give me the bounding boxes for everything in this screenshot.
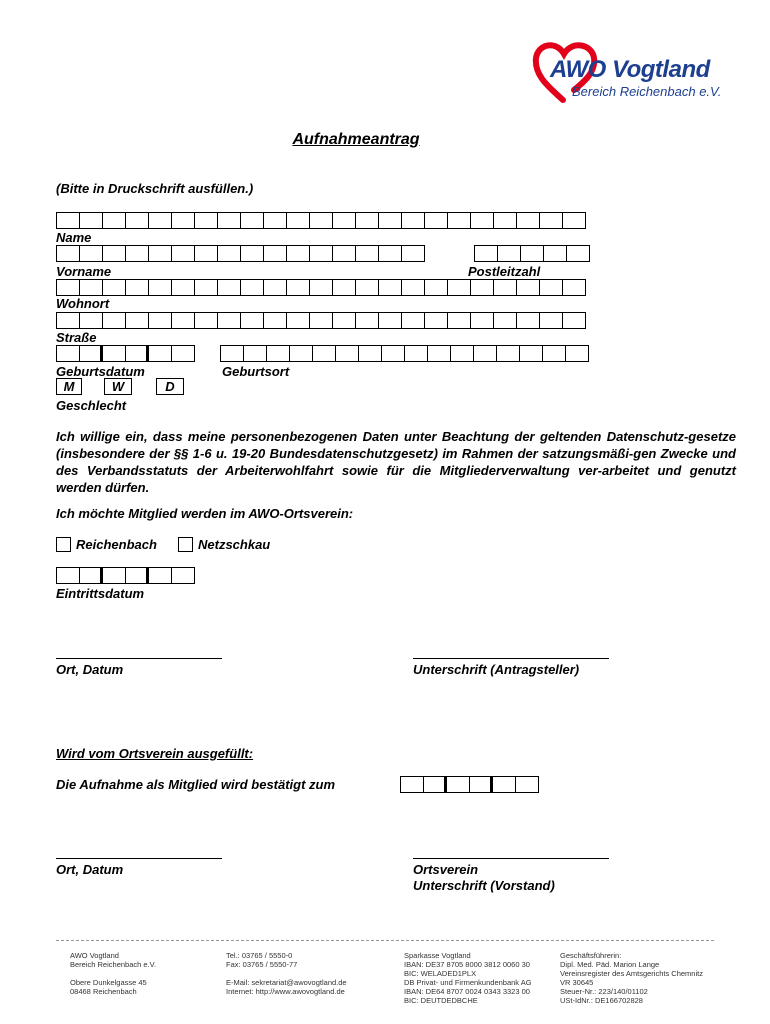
char-box[interactable] xyxy=(287,212,310,229)
footer-line xyxy=(226,969,347,978)
char-box[interactable] xyxy=(221,345,244,362)
char-box[interactable] xyxy=(451,345,474,362)
footer-management xyxy=(560,951,703,1005)
char-box[interactable] xyxy=(80,312,103,329)
char-box[interactable] xyxy=(172,279,195,296)
reichenbach-checkbox[interactable] xyxy=(56,537,71,552)
char-box[interactable] xyxy=(103,345,126,362)
signature-applicant-label: Unterschrift (Antragsteller) xyxy=(413,662,580,677)
footer-bank xyxy=(404,951,532,1005)
char-box[interactable] xyxy=(264,279,287,296)
char-box[interactable] xyxy=(57,279,80,296)
logo-subtitle: Bereich Reichenbach e.V. xyxy=(572,84,722,99)
char-box[interactable] xyxy=(241,279,264,296)
footer-line: Fax: 03765 / 5550-77 xyxy=(226,960,298,969)
char-box[interactable] xyxy=(103,312,126,329)
char-box[interactable] xyxy=(521,245,544,262)
char-box[interactable] xyxy=(126,279,149,296)
char-box[interactable] xyxy=(264,212,287,229)
char-box[interactable] xyxy=(428,345,451,362)
char-box[interactable] xyxy=(448,312,471,329)
footer-line: Vereinsregister des Amtsgerichts Chemnitz xyxy=(560,969,703,978)
consent-text: Ich willige ein, dass meine personenbezogenen Daten unter Beachtung der geltenden Datenschutz-gesetze (insbesondere der §§ 1-6 u. 19-20 Bundesdatenschutzgesetz) im Rahmen der satzungsmäßi-gen Zwecke und des Verbandsstatuts der Arbeiterwohlfahrt sowie für die Mitgliederverwaltung ver-arbeitet und genutzt werden dürfen. xyxy=(56,429,736,495)
char-box[interactable] xyxy=(425,279,448,296)
char-box[interactable] xyxy=(287,312,310,329)
char-box[interactable] xyxy=(333,279,356,296)
char-box[interactable] xyxy=(356,212,379,229)
footer-line: IBAN: DE64 8707 0024 0343 3323 00 xyxy=(404,987,530,996)
char-box[interactable] xyxy=(540,212,563,229)
char-box[interactable] xyxy=(567,245,590,262)
footer-line: Steuer-Nr.: 223/140/01102 xyxy=(560,987,648,996)
char-box[interactable] xyxy=(290,345,313,362)
postleitzahl-boxes[interactable] xyxy=(474,245,590,262)
char-box[interactable] xyxy=(172,212,195,229)
ort-datum-line-2[interactable] xyxy=(56,858,222,859)
name-label: Name xyxy=(56,230,92,245)
char-box[interactable] xyxy=(126,345,149,362)
char-box[interactable] xyxy=(103,279,126,296)
footer-line: Bereich Reichenbach e.V. xyxy=(70,960,157,969)
char-box[interactable] xyxy=(563,212,586,229)
char-box[interactable] xyxy=(517,212,540,229)
footer-line: DB Privat- und Firmenkundenbank AG xyxy=(404,978,532,987)
char-box[interactable] xyxy=(195,279,218,296)
char-box[interactable] xyxy=(218,279,241,296)
footer-line: Obere Dunkelgasse 45 xyxy=(70,978,147,987)
char-box[interactable] xyxy=(149,245,172,262)
gender-m-box[interactable]: M xyxy=(56,378,82,395)
footer-contact xyxy=(226,951,347,996)
footer-line xyxy=(70,969,156,978)
reichenbach-label: Reichenbach xyxy=(76,537,157,552)
name-boxes[interactable] xyxy=(56,212,586,229)
eintrittsdatum-label: Eintrittsdatum xyxy=(56,586,145,601)
char-box[interactable] xyxy=(425,212,448,229)
footer-divider xyxy=(56,940,714,941)
char-box[interactable] xyxy=(126,245,149,262)
char-box[interactable] xyxy=(149,279,172,296)
char-box[interactable] xyxy=(356,245,379,262)
char-box[interactable] xyxy=(402,312,425,329)
signature-applicant-line[interactable] xyxy=(413,658,609,659)
char-box[interactable] xyxy=(540,279,563,296)
char-box[interactable] xyxy=(517,279,540,296)
char-box[interactable] xyxy=(103,567,126,584)
char-box[interactable] xyxy=(310,245,333,262)
char-box[interactable] xyxy=(57,312,80,329)
ortsverein-label: Ortsverein xyxy=(413,862,479,877)
char-box[interactable] xyxy=(447,776,470,793)
char-box[interactable] xyxy=(126,567,149,584)
confirmation-date-boxes[interactable] xyxy=(400,776,539,793)
char-box[interactable] xyxy=(471,212,494,229)
char-box[interactable] xyxy=(172,312,195,329)
char-box[interactable] xyxy=(448,212,471,229)
logo-name: AWO Vogtland xyxy=(550,56,710,83)
char-box[interactable] xyxy=(172,567,195,584)
char-box[interactable] xyxy=(540,312,563,329)
instruction-text: (Bitte in Druckschrift ausfüllen.) xyxy=(56,181,254,196)
strasse-label: Straße xyxy=(56,330,97,345)
wohnort-label: Wohnort xyxy=(56,296,110,311)
char-box[interactable] xyxy=(401,776,424,793)
char-box[interactable] xyxy=(313,345,336,362)
ort-datum-label-2: Ort, Datum xyxy=(56,862,124,877)
char-box[interactable] xyxy=(494,312,517,329)
char-box[interactable] xyxy=(471,279,494,296)
footer-line: Geschäftsführerin: xyxy=(560,951,622,960)
char-box[interactable] xyxy=(267,345,290,362)
footer-line: USt-IdNr.: DE166702828 xyxy=(560,996,643,1005)
char-box[interactable] xyxy=(241,312,264,329)
geburtsdatum-boxes[interactable] xyxy=(56,345,195,362)
footer-line: IBAN: DE37 8705 8000 3812 0060 30 xyxy=(404,960,530,969)
footer-line: BIC: WELADED1PLX xyxy=(404,969,477,978)
char-box[interactable] xyxy=(264,245,287,262)
char-box[interactable] xyxy=(172,345,195,362)
char-box[interactable] xyxy=(218,212,241,229)
awo-logo xyxy=(530,38,730,104)
ort-datum-label: Ort, Datum xyxy=(56,662,124,677)
char-box[interactable] xyxy=(310,212,333,229)
confirmation-text: Die Aufnahme als Mitglied wird bestätigt zum xyxy=(56,777,336,792)
char-box[interactable] xyxy=(241,245,264,262)
char-box[interactable] xyxy=(448,279,471,296)
geburtsort-label: Geburtsort xyxy=(222,364,290,379)
char-box[interactable] xyxy=(149,345,172,362)
char-box[interactable] xyxy=(494,279,517,296)
char-box[interactable] xyxy=(566,345,589,362)
netzschkau-label: Netzschkau xyxy=(198,537,271,552)
signature-board-line[interactable] xyxy=(413,858,609,859)
footer-line: BIC: DEUTDEDBCHE xyxy=(404,996,478,1005)
char-box[interactable] xyxy=(402,212,425,229)
eintrittsdatum-boxes[interactable] xyxy=(56,567,195,584)
char-box[interactable] xyxy=(336,345,359,362)
char-box[interactable] xyxy=(287,245,310,262)
char-box[interactable] xyxy=(563,312,586,329)
page-title: Aufnahmeantrag xyxy=(292,131,420,148)
geburtsort-boxes[interactable] xyxy=(220,345,589,362)
char-box[interactable] xyxy=(520,345,543,362)
footer-line: Sparkasse Vogtland xyxy=(404,951,471,960)
char-box[interactable] xyxy=(543,345,566,362)
char-box[interactable] xyxy=(195,312,218,329)
char-box[interactable] xyxy=(218,245,241,262)
char-box[interactable] xyxy=(516,776,539,793)
char-box[interactable] xyxy=(517,312,540,329)
char-box[interactable] xyxy=(379,245,402,262)
footer-line: E-Mail: sekretariat@awovogtland.de xyxy=(226,978,347,987)
footer-line: Tel.: 03765 / 5550-0 xyxy=(226,951,293,960)
char-box[interactable] xyxy=(149,312,172,329)
char-box[interactable] xyxy=(498,245,521,262)
membership-question: Ich möchte Mitglied werden im AWO-Ortsverein: xyxy=(56,506,354,521)
char-box[interactable] xyxy=(80,345,103,362)
footer-line: Internet: http://www.awovogtland.de xyxy=(226,987,345,996)
footer-line: VR 30645 xyxy=(560,978,594,987)
char-box[interactable] xyxy=(126,312,149,329)
postleitzahl-label: Postleitzahl xyxy=(468,264,541,279)
char-box[interactable] xyxy=(195,245,218,262)
char-box[interactable] xyxy=(149,567,172,584)
char-box[interactable] xyxy=(264,312,287,329)
char-box[interactable] xyxy=(379,212,402,229)
char-box[interactable] xyxy=(563,279,586,296)
char-box[interactable] xyxy=(80,567,103,584)
office-section-title: Wird vom Ortsverein ausgefüllt: xyxy=(56,746,254,761)
char-box[interactable] xyxy=(405,345,428,362)
char-box[interactable] xyxy=(356,279,379,296)
char-box[interactable] xyxy=(80,212,103,229)
char-box[interactable] xyxy=(80,245,103,262)
char-box[interactable] xyxy=(57,245,80,262)
vorname-label: Vorname xyxy=(56,264,112,279)
char-box[interactable] xyxy=(493,776,516,793)
char-box[interactable] xyxy=(287,279,310,296)
ort-datum-line[interactable] xyxy=(56,658,222,659)
char-box[interactable] xyxy=(497,345,520,362)
char-box[interactable] xyxy=(474,345,497,362)
char-box[interactable] xyxy=(244,345,267,362)
char-box[interactable] xyxy=(379,312,402,329)
char-box[interactable] xyxy=(195,212,218,229)
footer-line: 08468 Reichenbach xyxy=(70,987,137,996)
char-box[interactable] xyxy=(402,279,425,296)
char-box[interactable] xyxy=(382,345,405,362)
vorname-boxes[interactable] xyxy=(56,245,425,262)
char-box[interactable] xyxy=(356,312,379,329)
footer-line: Dipl. Med. Päd. Marion Lange xyxy=(560,960,660,969)
char-box[interactable] xyxy=(544,245,567,262)
char-box[interactable] xyxy=(310,279,333,296)
netzschkau-checkbox[interactable] xyxy=(178,537,193,552)
char-box[interactable] xyxy=(218,312,241,329)
char-box[interactable] xyxy=(126,212,149,229)
gender-d-box[interactable]: D xyxy=(156,378,184,395)
char-box[interactable] xyxy=(379,279,402,296)
footer-line: AWO Vogtland xyxy=(70,951,119,960)
char-box[interactable] xyxy=(80,279,103,296)
char-box[interactable] xyxy=(359,345,382,362)
char-box[interactable] xyxy=(333,212,356,229)
char-box[interactable] xyxy=(494,212,517,229)
signature-board-label: Unterschrift (Vorstand) xyxy=(413,878,555,893)
char-box[interactable] xyxy=(333,312,356,329)
char-box[interactable] xyxy=(475,245,498,262)
char-box[interactable] xyxy=(57,567,80,584)
char-box[interactable] xyxy=(172,245,195,262)
char-box[interactable] xyxy=(470,776,493,793)
geburtsdatum-label: Geburtsdatum xyxy=(56,364,145,379)
char-box[interactable] xyxy=(103,212,126,229)
char-box[interactable] xyxy=(424,776,447,793)
geschlecht-label: Geschlecht xyxy=(56,398,127,413)
char-box[interactable] xyxy=(241,212,264,229)
char-box[interactable] xyxy=(425,312,448,329)
char-box[interactable] xyxy=(402,245,425,262)
char-box[interactable] xyxy=(57,212,80,229)
char-box[interactable] xyxy=(103,245,126,262)
char-box[interactable] xyxy=(310,312,333,329)
footer-address xyxy=(70,951,156,996)
char-box[interactable] xyxy=(333,245,356,262)
char-box[interactable] xyxy=(57,345,80,362)
char-box[interactable] xyxy=(471,312,494,329)
char-box[interactable] xyxy=(149,212,172,229)
strasse-boxes[interactable] xyxy=(56,312,586,329)
gender-w-box[interactable]: W xyxy=(104,378,132,395)
wohnort-boxes[interactable] xyxy=(56,279,586,296)
